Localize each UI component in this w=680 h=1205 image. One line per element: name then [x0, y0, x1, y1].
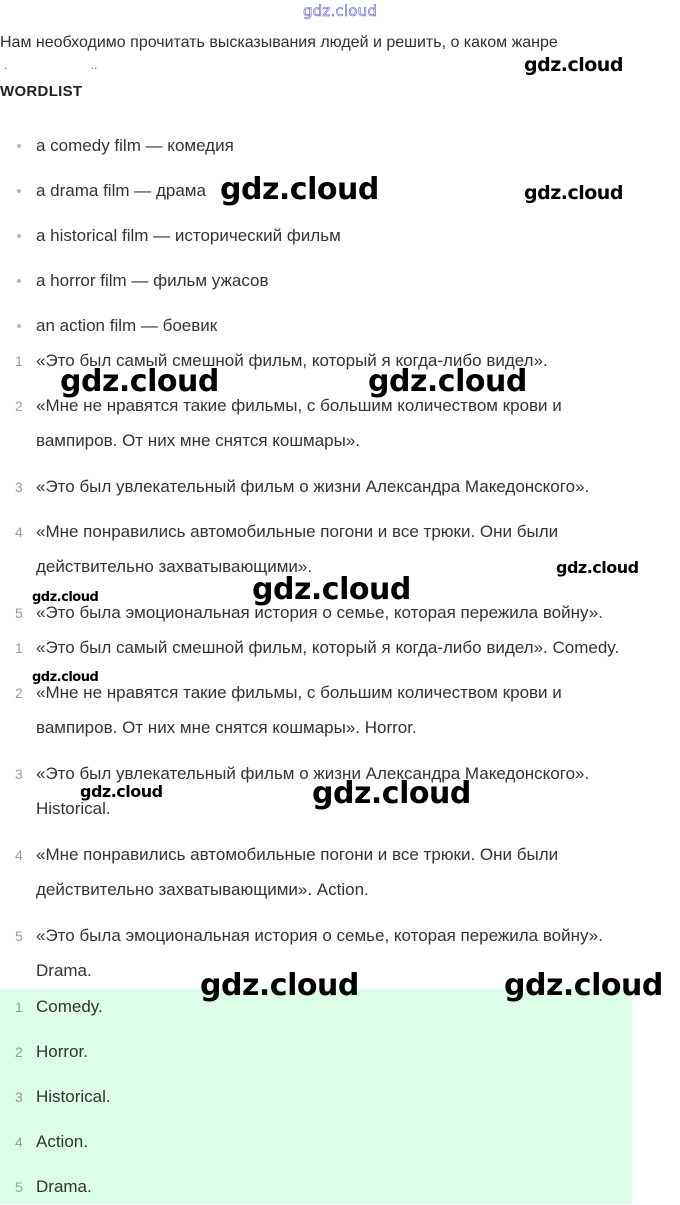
wordlist-item [0, 269, 680, 314]
item-number: 5 [15, 1179, 23, 1195]
item-number: 3 [15, 1089, 23, 1105]
wordlist-item-text: a horror film — фильм ужасов [36, 271, 269, 290]
item-text: Comedy. [36, 997, 103, 1016]
item-number: 3 [15, 479, 23, 495]
item-text: «Это был самый смешной фильм, который я когда-либо видел». [36, 351, 548, 370]
wordlist [0, 134, 680, 359]
item-text: «Это был увлекательный фильм о жизни Александра Македонского». [36, 764, 590, 783]
item-text: «Мне не нравятся такие фильмы, с большим количеством крови и [36, 683, 562, 702]
item-text: «Мне не нравятся такие фильмы, с большим количеством крови и [36, 396, 562, 415]
watermark: gdz.cloud [524, 54, 623, 76]
wordlist-item-text: a drama film — драма [36, 181, 206, 200]
watermark: gdz.cloud [80, 782, 163, 801]
item-text: «Это была эмоциональная история о семье, которая пережила войну». [36, 603, 603, 622]
bullet-icon [17, 234, 21, 238]
item-number: 1 [15, 640, 23, 656]
item-number: 4 [15, 524, 23, 540]
wordlist-item-text: an action film — боевик [36, 316, 218, 335]
item-number: 2 [15, 1044, 23, 1060]
item-number: 5 [15, 605, 23, 621]
item-text: Drama. [36, 1177, 92, 1196]
site-tag: gdz.cloud [302, 2, 378, 20]
item-number: 5 [15, 928, 23, 944]
item-text: «Мне понравились автомобильные погони и все трюки. Они были [36, 845, 559, 864]
watermark: gdz.cloud [556, 558, 639, 577]
wordlist-item-text: a historical film — исторический фильм [36, 226, 341, 245]
bullet-icon [17, 279, 21, 283]
item-number: 2 [15, 685, 23, 701]
wordlist-item-text: a comedy film — комедия [36, 136, 234, 155]
intro-text: Нам необходимо прочитать высказывания людей и решить, о каком жанре [0, 34, 558, 51]
watermark: gdz.cloud [200, 968, 359, 1003]
item-number: 4 [15, 847, 23, 863]
item-text: вампиров. От них мне снятся кошмары». Horror. [36, 718, 417, 737]
item-text: вампиров. От них мне снятся кошмары». [36, 431, 360, 450]
item-text: Drama. [36, 961, 92, 980]
item-number: 2 [15, 398, 23, 414]
item-number: 1 [15, 353, 23, 369]
item-text: действительно захватывающими». Action. [36, 880, 369, 899]
watermark: gdz.cloud [524, 182, 623, 204]
item-text: «Это был увлекательный фильм о жизни Александра Македонского». [36, 477, 590, 496]
watermark: gdz.cloud [60, 364, 219, 399]
item-text: действительно захватывающими». [36, 557, 313, 576]
item-text: Action. [36, 1132, 88, 1151]
watermark: gdz.cloud [252, 572, 411, 607]
intro-dots: . .. [4, 58, 98, 72]
item-text: «Это была эмоциональная история о семье, которая пережила войну». [36, 926, 603, 945]
watermark: gdz.cloud [368, 364, 527, 399]
watermark: gdz.cloud [504, 968, 663, 1003]
wordlist-item [0, 224, 680, 269]
item-number: 1 [15, 999, 23, 1015]
item-number: 3 [15, 766, 23, 782]
watermark: gdz.cloud [220, 172, 379, 207]
item-number: 4 [15, 1134, 23, 1150]
item-text: Historical. [36, 799, 111, 818]
bullet-icon [17, 189, 21, 193]
item-text: «Это был самый смешной фильм, который я когда-либо видел». Comedy. [36, 638, 620, 657]
bullet-icon [17, 324, 21, 328]
watermark: gdz.cloud [312, 776, 471, 811]
bullet-icon [17, 144, 21, 148]
watermark: gdz.cloud [32, 590, 99, 605]
watermark: gdz.cloud [32, 670, 99, 685]
item-text: Historical. [36, 1087, 111, 1106]
item-text: «Мне понравились автомобильные погони и все трюки. Они были [36, 522, 559, 541]
item-text: Horror. [36, 1042, 88, 1061]
wordlist-heading: WORDLIST [0, 83, 83, 100]
